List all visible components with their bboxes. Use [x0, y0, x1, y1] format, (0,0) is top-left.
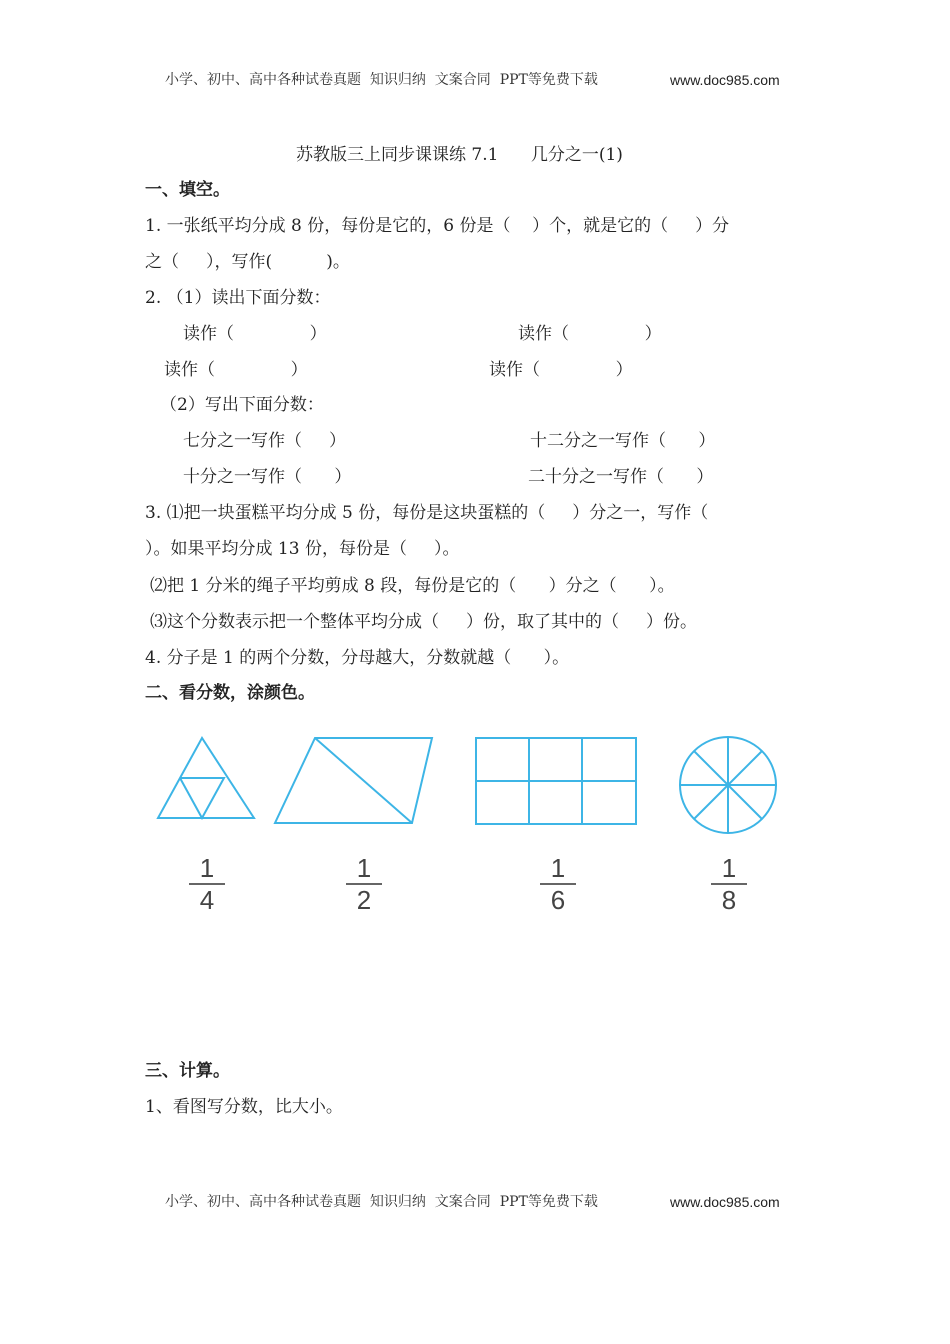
q4: 4. 分子是 1 的两个分数，分母越大，分数就越（ ）。 [145, 648, 570, 668]
header-text: 小学、初中、高中各种试卷真题 知识归纳 文案合同 PPT等免费下载 [165, 72, 598, 88]
write-blank-1: 七分之一写作（ ） [183, 431, 347, 451]
write-blank-2: 十二分之一写作（ ） [530, 431, 716, 451]
footer-text: 小学、初中、高中各种试卷真题 知识归纳 文案合同 PPT等免费下载 [165, 1194, 598, 1210]
q2-prompt: 2. （1）读出下面分数： [145, 288, 331, 308]
circle-shape [680, 737, 776, 833]
fraction-1-6: 1 6 [538, 855, 578, 913]
q3-line1: 3. ⑴把一块蛋糕平均分成 5 份，每份是这块蛋糕的（ ）分之一，写作（ [145, 503, 709, 523]
read-blank-2: 读作（ ） [518, 324, 662, 344]
shapes-figure [150, 730, 800, 835]
fraction-1-8: 1 8 [709, 855, 749, 913]
read-blank-1: 读作（ ） [183, 324, 327, 344]
q3-line2: ）。如果平均分成 13 份，每份是（ ）。 [145, 539, 460, 559]
q3-2: ⑵把 1 分米的绳子平均剪成 8 段，每份是它的（ ）分之（ ）。 [150, 576, 675, 596]
section3-heading: 三、计算。 [145, 1061, 230, 1081]
section3-q1: 1、看图写分数，比大小。 [145, 1097, 343, 1117]
section2-heading: 二、看分数，涂颜色。 [145, 683, 315, 703]
read-blank-4: 读作（ ） [489, 360, 633, 380]
fraction-1-2: 1 2 [344, 855, 384, 913]
q1-line2: 之（ ），写作( )。 [145, 252, 350, 272]
header-url[interactable]: www.doc985.com [670, 72, 780, 88]
footer-url[interactable]: www.doc985.com [670, 1194, 780, 1210]
write-blank-4: 二十分之一写作（ ） [528, 467, 714, 487]
fraction-1-4: 1 4 [187, 855, 227, 913]
rectangle-grid-shape [476, 738, 636, 824]
q3-3: ⑶这个分数表示把一个整体平均分成（ ）份，取了其中的（ ）份。 [150, 612, 698, 632]
section1-heading: 一、填空。 [145, 180, 230, 200]
page-title: 苏教版三上同步课课练 7.1 几分之一(1) [296, 145, 623, 165]
q2-2-prompt: （2）写出下面分数： [160, 395, 324, 415]
write-blank-3: 十分之一写作（ ） [183, 467, 352, 487]
read-blank-3: 读作（ ） [164, 360, 308, 380]
triangle-shape [158, 738, 254, 818]
q1-line1: 1. 一张纸平均分成 8 份，每份是它的，6 份是（ ）个，就是它的（ ）分 [145, 216, 730, 236]
parallelogram-shape [275, 738, 432, 823]
